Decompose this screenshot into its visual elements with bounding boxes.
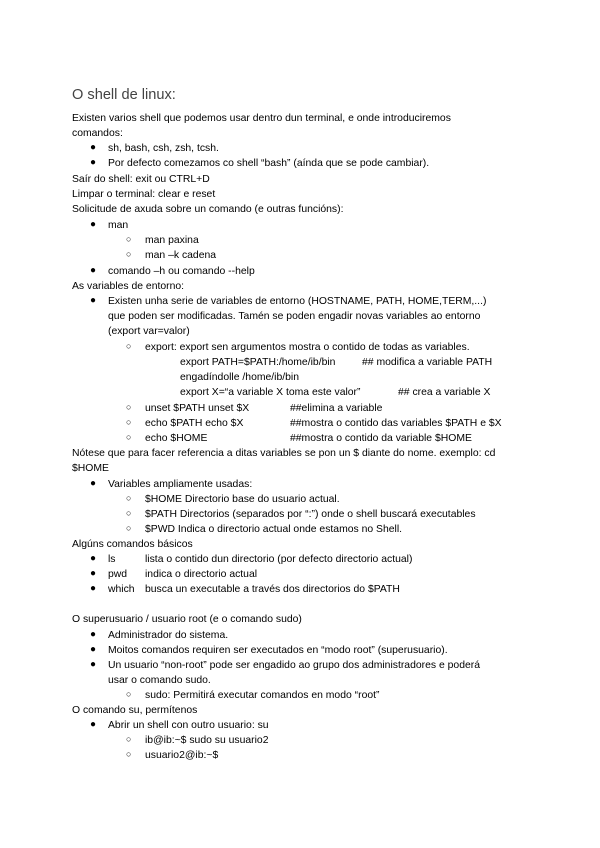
env-command: echo $HOME	[145, 433, 208, 444]
circle-bullet-icon: ○	[126, 523, 132, 533]
used-var-item: $HOME Directorio base do usuario actual.	[145, 494, 340, 505]
bullet-icon: ●	[90, 644, 97, 655]
env-command-comment: ##mostra o contido das variables $PATH e $X	[290, 418, 502, 429]
env-desc-line-2: que poden ser modificadas. Tamén se poden engadir novas variables ao entorno	[108, 311, 481, 322]
su-heading: O comando su, permítenos	[72, 705, 198, 716]
used-vars-label: Variables ampliamente usadas:	[108, 479, 253, 490]
root-list-item: Administrador do sistema.	[108, 630, 229, 641]
used-var-item: $PWD Indica o directorio actual onde estamos no Shell.	[145, 524, 403, 535]
bullet-icon: ●	[90, 478, 97, 489]
root-list-item: Un usuario “non-root” pode ser engadido ao grupo dos administradores e poderá	[108, 660, 480, 671]
circle-bullet-icon: ○	[126, 749, 132, 759]
env-desc-line-3: (export var=valor)	[108, 326, 190, 337]
sudo-sub-item: sudo: Permitirá executar comandos en modo “root”	[145, 690, 380, 701]
help-man-sub-item: man –k cadena	[145, 250, 217, 261]
bullet-icon: ●	[90, 157, 97, 168]
bullet-icon: ●	[90, 629, 97, 640]
su-item: Abrir un shell con outro usuario: su	[108, 720, 269, 731]
bullet-icon: ●	[90, 568, 97, 579]
export-x-comment: ## crea a variable X	[398, 387, 491, 398]
circle-bullet-icon: ○	[126, 234, 132, 244]
root-list-item: Moitos comandos requiren ser executados en “modo root” (superusuario).	[108, 645, 448, 656]
note-line-2: $HOME	[72, 463, 109, 474]
page-title: O shell de linux:	[72, 87, 176, 103]
help-man-sub-item: man paxina	[145, 235, 199, 246]
used-var-item: $PATH Directorios (separados por “:”) onde o shell buscará executables	[145, 509, 476, 520]
bullet-icon: ●	[90, 583, 97, 594]
export-x-command: export X=“a variable X toma este valor”	[180, 387, 361, 398]
export-path-command-cont: engadíndolle /home/ib/bin	[180, 372, 300, 383]
bullet-icon: ●	[90, 142, 97, 153]
help-man-item: man	[108, 220, 129, 231]
bullet-icon: ●	[90, 719, 97, 730]
exit-line: Saír do shell: exit ou CTRL+D	[72, 174, 210, 185]
env-command: echo $PATH echo $X	[145, 418, 244, 429]
circle-bullet-icon: ○	[126, 734, 132, 744]
circle-bullet-icon: ○	[126, 417, 132, 427]
circle-bullet-icon: ○	[126, 689, 132, 699]
env-desc-line-1: Existen unha serie de variables de entorno (HOSTNAME, PATH, HOME,TERM,...)	[108, 296, 487, 307]
basic-command: which	[108, 584, 135, 595]
env-command: unset $PATH unset $X	[145, 403, 250, 414]
basic-command: ls	[108, 554, 116, 565]
circle-bullet-icon: ○	[126, 432, 132, 442]
intro-line-2: comandos:	[72, 128, 123, 139]
bullet-icon: ●	[90, 219, 97, 230]
bullet-icon: ●	[90, 659, 97, 670]
bullet-icon: ●	[90, 553, 97, 564]
circle-bullet-icon: ○	[126, 402, 132, 412]
root-list-item-cont: usar o comando sudo.	[108, 675, 211, 686]
su-example-line: ib@ib:~$ sudo su usuario2	[145, 735, 269, 746]
export-path-comment: ## modifica a variable PATH	[362, 357, 493, 368]
circle-bullet-icon: ○	[126, 249, 132, 259]
env-command-comment: ##mostra o contido da variable $HOME	[290, 433, 472, 444]
help-heading: Solicitude de axuda sobre un comando (e outras funcións):	[72, 204, 344, 215]
env-command-comment: ##elimina a variable	[290, 403, 383, 414]
export-path-command: export PATH=$PATH:/home/ib/bin	[180, 357, 336, 368]
env-heading: As variables de entorno:	[72, 281, 185, 292]
circle-bullet-icon: ○	[126, 493, 132, 503]
basic-command-desc: busca un executable a través dos directorios do $PATH	[145, 584, 400, 595]
intro-line-1: Existen varios shell que podemos usar dentro dun terminal, e onde introduciremos	[72, 113, 451, 124]
help-option-item: comando –h ou comando --help	[108, 266, 255, 277]
circle-bullet-icon: ○	[126, 508, 132, 518]
bullet-icon: ●	[90, 295, 97, 306]
shells-list-item: Por defecto comezamos co shell “bash” (aínda que se pode cambiar).	[108, 158, 430, 169]
clear-line: Limpar o terminal: clear e reset	[72, 189, 216, 200]
basic-command: pwd	[108, 569, 128, 580]
root-heading: O superusuario / usuario root (e o comando sudo)	[72, 614, 302, 625]
note-line-1: Nótese que para facer referencia a ditas variables se pon un $ diante do nome. exemplo: cd	[72, 448, 496, 459]
shells-list-item: sh, bash, csh, zsh, tcsh.	[108, 143, 219, 154]
su-example-line: usuario2@ib:~$	[145, 750, 219, 761]
circle-bullet-icon: ○	[126, 341, 132, 351]
basic-command-desc: lista o contido dun directorio (por defecto directorio actual)	[145, 554, 413, 565]
export-label: export: export sen argumentos mostra o contido de todas as variables.	[145, 342, 470, 353]
basic-command-desc: indica o directorio actual	[145, 569, 258, 580]
basic-heading: Algúns comandos básicos	[72, 539, 193, 550]
bullet-icon: ●	[90, 265, 97, 276]
